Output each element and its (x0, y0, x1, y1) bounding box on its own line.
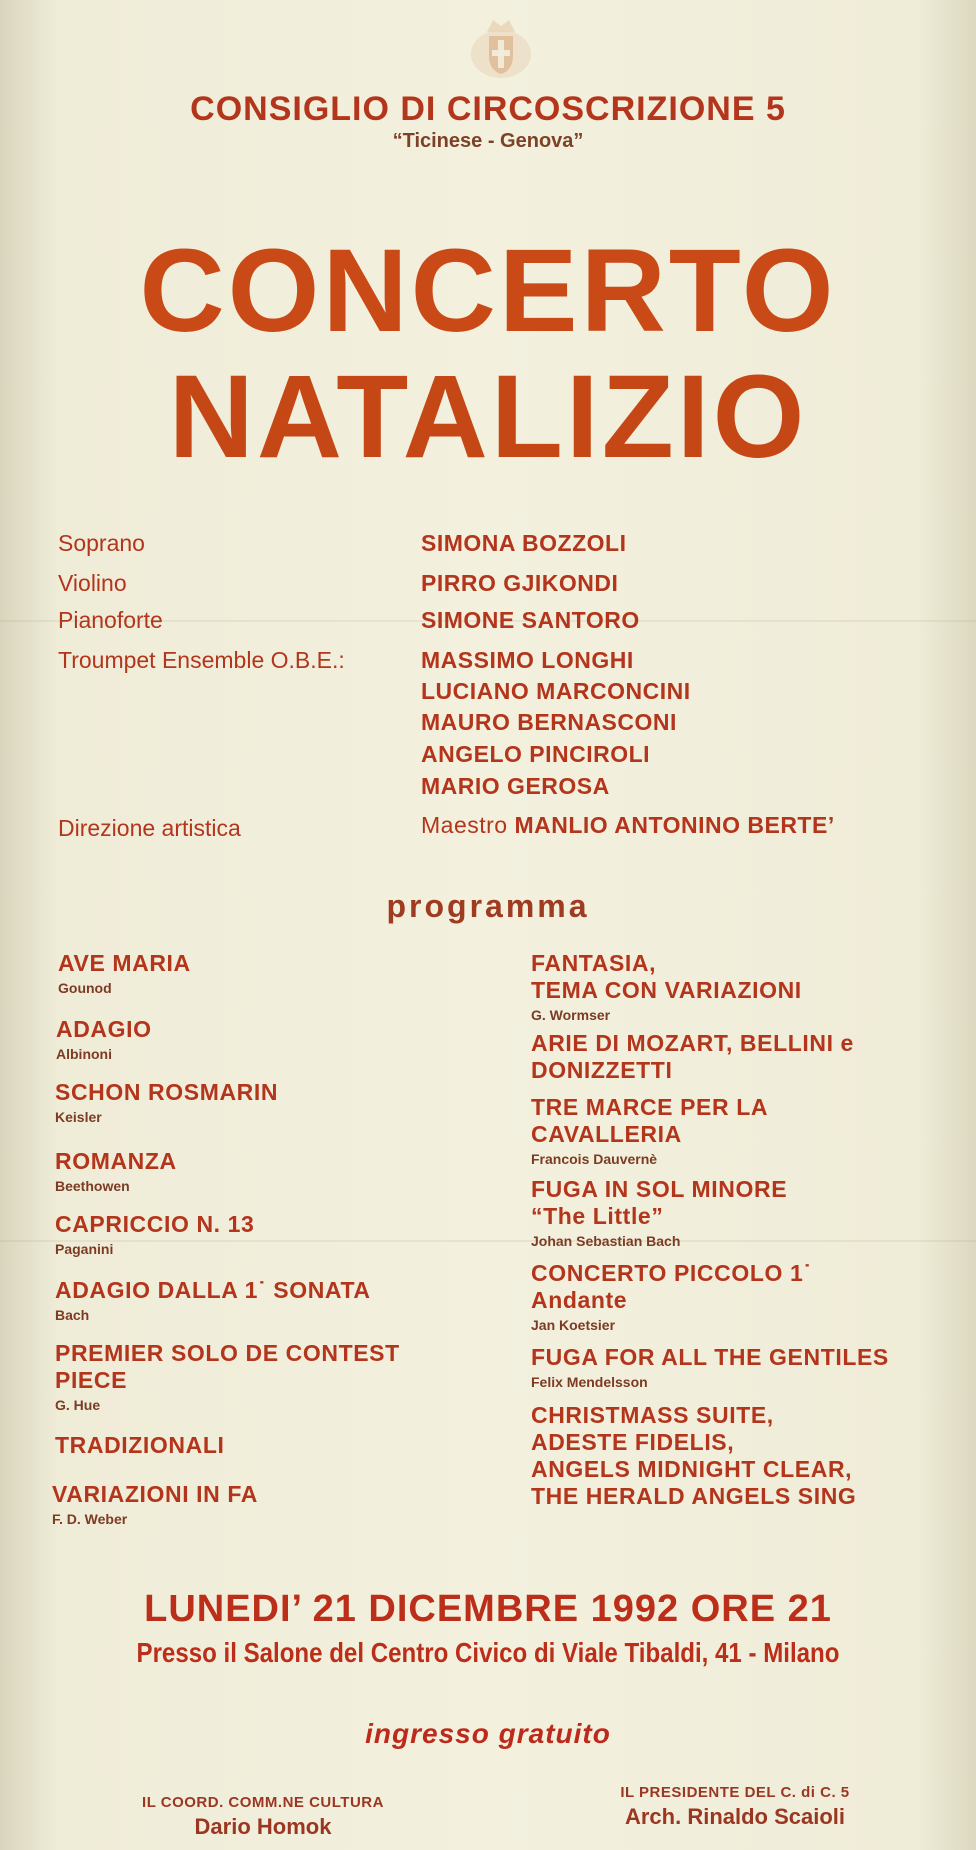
event-venue: Presso il Salone del Centro Civico di Viale Tibaldi, 41 - Milano (136, 1637, 840, 1668)
piece-composer: Bach (55, 1307, 90, 1323)
performer-role: Troumpet Ensemble O.B.E.: (58, 647, 345, 673)
performer-name: PIRRO GJIKONDI (421, 570, 619, 596)
piece-composer: Jan Koetsier (531, 1317, 616, 1333)
program-item (55, 1079, 278, 1125)
program-item (531, 1030, 854, 1084)
poster-title-line1: CONCERTO (139, 225, 837, 357)
program-item (55, 1340, 400, 1413)
performer-name: LUCIANO MARCONCINI (421, 678, 691, 704)
piece-composer: Paganini (55, 1241, 114, 1257)
poster-title-line2: NATALIZIO (168, 351, 808, 483)
program-item (55, 1148, 177, 1194)
signature-role: IL PRESIDENTE DEL C. di C. 5 (620, 1784, 850, 1801)
piece-title: CHRISTMASS SUITE, (531, 1402, 774, 1428)
piece-title-cont: Andante (531, 1287, 628, 1313)
piece-title: FUGA FOR ALL THE GENTILES (531, 1344, 889, 1370)
piece-composer: Beethowen (55, 1178, 130, 1194)
direction-credit (421, 812, 835, 839)
signature-person: Arch. Rinaldo Scaioli (624, 1804, 846, 1829)
event-date: LUNEDI’ 21 DICEMBRE 1992 ORE 21 (144, 1588, 832, 1630)
program-item (52, 1481, 258, 1527)
program-item (531, 950, 802, 1023)
piece-composer: Keisler (55, 1109, 102, 1125)
program-item (56, 1016, 152, 1062)
piece-title: TRE MARCE PER LA (531, 1094, 769, 1120)
program-item (531, 1344, 889, 1390)
piece-title: FANTASIA, (531, 950, 657, 976)
piece-composer: Albinoni (56, 1046, 112, 1062)
piece-title-cont: ADESTE FIDELIS, (531, 1429, 735, 1455)
piece-title: ROMANZA (55, 1148, 177, 1174)
piece-title: AVE MARIA (58, 950, 191, 976)
signature-block-culture (108, 1794, 418, 1840)
municipal-crest-icon (465, 14, 537, 82)
piece-title-cont: “The Little” (531, 1203, 664, 1229)
piece-title: CAPRICCIO N. 13 (55, 1211, 255, 1237)
piece-composer: Felix Mendelsson (531, 1374, 648, 1390)
district-name: “Ticinese - Genova” (392, 130, 584, 152)
piece-title: TRADIZIONALI (55, 1432, 225, 1458)
program-item (55, 1211, 254, 1257)
performer-name: MARIO GEROSA (421, 773, 610, 799)
performer-role: Soprano (58, 530, 145, 556)
program-item (531, 1176, 787, 1249)
performer-name: SIMONA BOZZOLI (421, 530, 627, 556)
piece-title: ARIE DI MOZART, BELLINI e (531, 1030, 854, 1056)
piece-composer: Francois Dauvernè (531, 1151, 658, 1167)
performer-name: MASSIMO LONGHI (421, 647, 634, 673)
piece-title-cont: DONIZZETTI (531, 1057, 673, 1083)
admission-note: ingresso gratuito (365, 1718, 611, 1749)
piece-title-cont: CAVALLERIA (531, 1121, 682, 1147)
piece-title-cont: THE HERALD ANGELS SING (531, 1483, 857, 1509)
performer-name: MAURO BERNASCONI (421, 709, 677, 735)
signature-role: IL COORD. COMM.NE CULTURA (142, 1794, 384, 1811)
piece-title: FUGA IN SOL MINORE (531, 1176, 788, 1202)
piece-title-cont: ANGELS MIDNIGHT CLEAR, (531, 1456, 853, 1482)
performer-name: ANGELO PINCIROLI (421, 741, 651, 767)
program-item (55, 1432, 224, 1459)
piece-composer: Gounod (58, 980, 112, 996)
piece-title-cont: PIECE (55, 1367, 128, 1393)
piece-title: SCHON ROSMARIN (55, 1079, 279, 1105)
direction-prefix: Maestro (421, 812, 508, 838)
signature-block-president (580, 1784, 890, 1830)
piece-title: ADAGIO DALLA 1˙ SONATA (55, 1277, 371, 1303)
program-item (58, 950, 191, 996)
performer-role: Pianoforte (58, 607, 163, 633)
piece-title: PREMIER SOLO DE CONTEST (55, 1340, 400, 1366)
piece-title: VARIAZIONI IN FA (52, 1481, 258, 1507)
piece-composer: Johan Sebastian Bach (531, 1233, 681, 1249)
program-heading: programma (386, 888, 590, 924)
program-item (531, 1094, 768, 1167)
piece-title-cont: TEMA CON VARIAZIONI (531, 977, 802, 1003)
piece-composer: G. Hue (55, 1397, 101, 1413)
piece-title: ADAGIO (56, 1016, 152, 1042)
piece-composer: G. Wormser (531, 1007, 611, 1023)
direction-role: Direzione artistica (58, 815, 241, 841)
director-name: MANLIO ANTONINO BERTE’ (514, 812, 835, 838)
program-item (531, 1260, 812, 1333)
performer-role: Violino (58, 570, 127, 596)
program-item (531, 1402, 856, 1510)
piece-title: CONCERTO PICCOLO 1˙ (531, 1260, 812, 1286)
signature-person: Dario Homok (194, 1814, 332, 1839)
program-item (55, 1277, 371, 1323)
piece-composer: F. D. Weber (52, 1511, 128, 1527)
council-name: CONSIGLIO DI CIRCOSCRIZIONE 5 (190, 90, 786, 128)
performer-name: SIMONE SANTORO (421, 607, 640, 633)
